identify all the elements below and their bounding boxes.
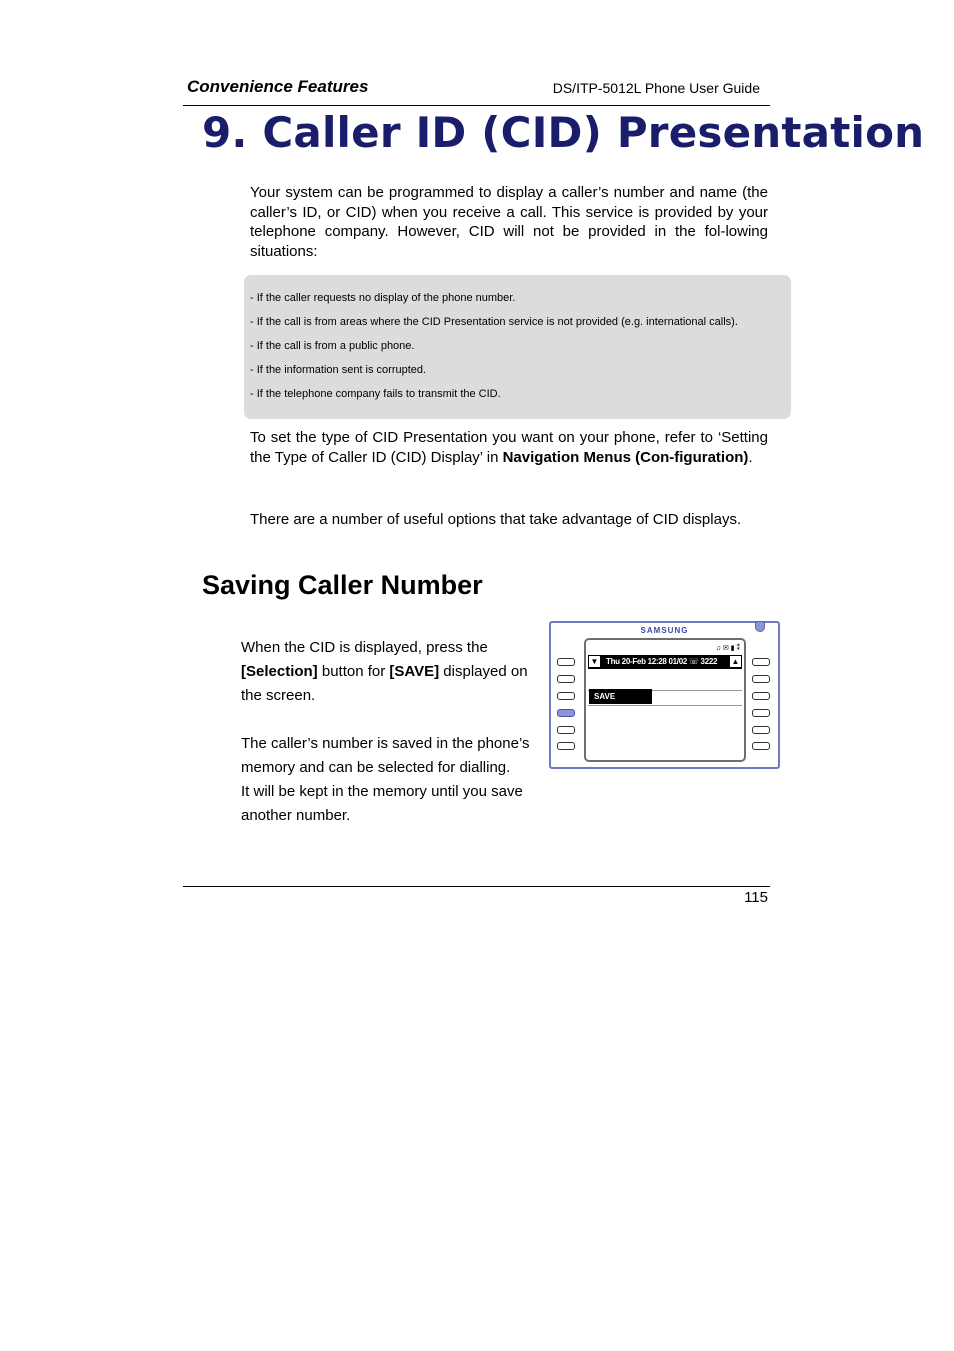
saving-result — [241, 732, 546, 828]
soft-key-left-6 — [557, 742, 575, 750]
setting-paragraph — [250, 428, 768, 467]
soft-key-left-5 — [557, 726, 575, 734]
header-guide-title: DS/ITP-5012L Phone User Guide — [552, 80, 760, 96]
setting-text: To set the type of CID Presentation you want on your phone, refer to ‘Setting the Type of Caller ID (CID) Display’ in — [250, 429, 768, 466]
selection-button-ref: [Selection] — [241, 663, 318, 680]
options-paragraph: There are a number of useful options that take advantage of CID displays. — [250, 511, 742, 528]
save-key-ref: [SAVE] — [389, 663, 440, 680]
intro-paragraph: Your system can be programmed to display a caller’s number and name (the caller’s ID, or CID) when you receive a call. This service is provided by your telephone company. However, CID will not be provided in the fol-lowing situations: — [250, 184, 768, 260]
soft-key-left-4 — [557, 709, 575, 717]
scroll-up-icon: ▲ — [731, 657, 740, 666]
status-bar — [588, 655, 742, 669]
soft-key-left-3 — [557, 692, 575, 700]
note-item: - If the telephone company fails to transmit the CID. — [250, 388, 501, 400]
saved-number-text: The caller’s number is saved in the phone’s memory and can be selected for dialling. — [241, 735, 530, 776]
soft-key-right-1 — [752, 658, 770, 666]
setting-text-end: . — [748, 448, 753, 466]
status-icons: ♫ ✉ ▮ ⁑ — [715, 645, 740, 652]
status-line: Thu 20-Feb 12:28 01/02 ☏ 3222 — [606, 657, 718, 666]
screen-divider — [588, 705, 742, 706]
phone-illustration — [549, 621, 780, 769]
soft-key-right-5 — [752, 726, 770, 734]
scroll-down-icon: ▼ — [590, 657, 599, 666]
saving-instruction — [241, 636, 546, 708]
soft-key-right-6 — [752, 742, 770, 750]
memory-text: It will be kept in the memory until you save another number. — [241, 783, 523, 824]
section-heading: Saving Caller Number — [202, 570, 483, 600]
soft-key-right-4 — [752, 709, 770, 717]
brand-logo: SAMSUNG — [640, 626, 689, 635]
note-item: - If the information sent is corrupted. — [250, 364, 427, 376]
instruction-text: button for — [317, 663, 390, 680]
note-box — [244, 275, 791, 419]
page-number: 115 — [744, 889, 768, 906]
instruction-text: When the CID is displayed, press the — [241, 639, 488, 656]
soft-key-right-3 — [752, 692, 770, 700]
soft-key-left-2 — [557, 675, 575, 683]
soft-key-right-2 — [752, 675, 770, 683]
lcd-screen — [584, 638, 746, 762]
note-item: - If the caller requests no display of the phone number. — [250, 292, 516, 304]
instruction-text: displayed on the screen. — [241, 663, 528, 704]
save-softkey-label: SAVE — [589, 689, 652, 704]
note-item: - If the call is from a public phone. — [250, 340, 415, 352]
page-title: 9. Caller ID (CID) Presentation — [202, 108, 925, 157]
note-item: - If the call is from areas where the CID Presentation service is not provided (e.g. international calls). — [250, 316, 738, 328]
soft-key-left-1 — [557, 658, 575, 666]
navigation-menus-reference: Navigation Menus (Con-figuration) — [502, 448, 749, 466]
footer-rule — [183, 886, 770, 887]
header-section-title: Convenience Features — [187, 77, 369, 96]
header-rule — [183, 105, 770, 106]
